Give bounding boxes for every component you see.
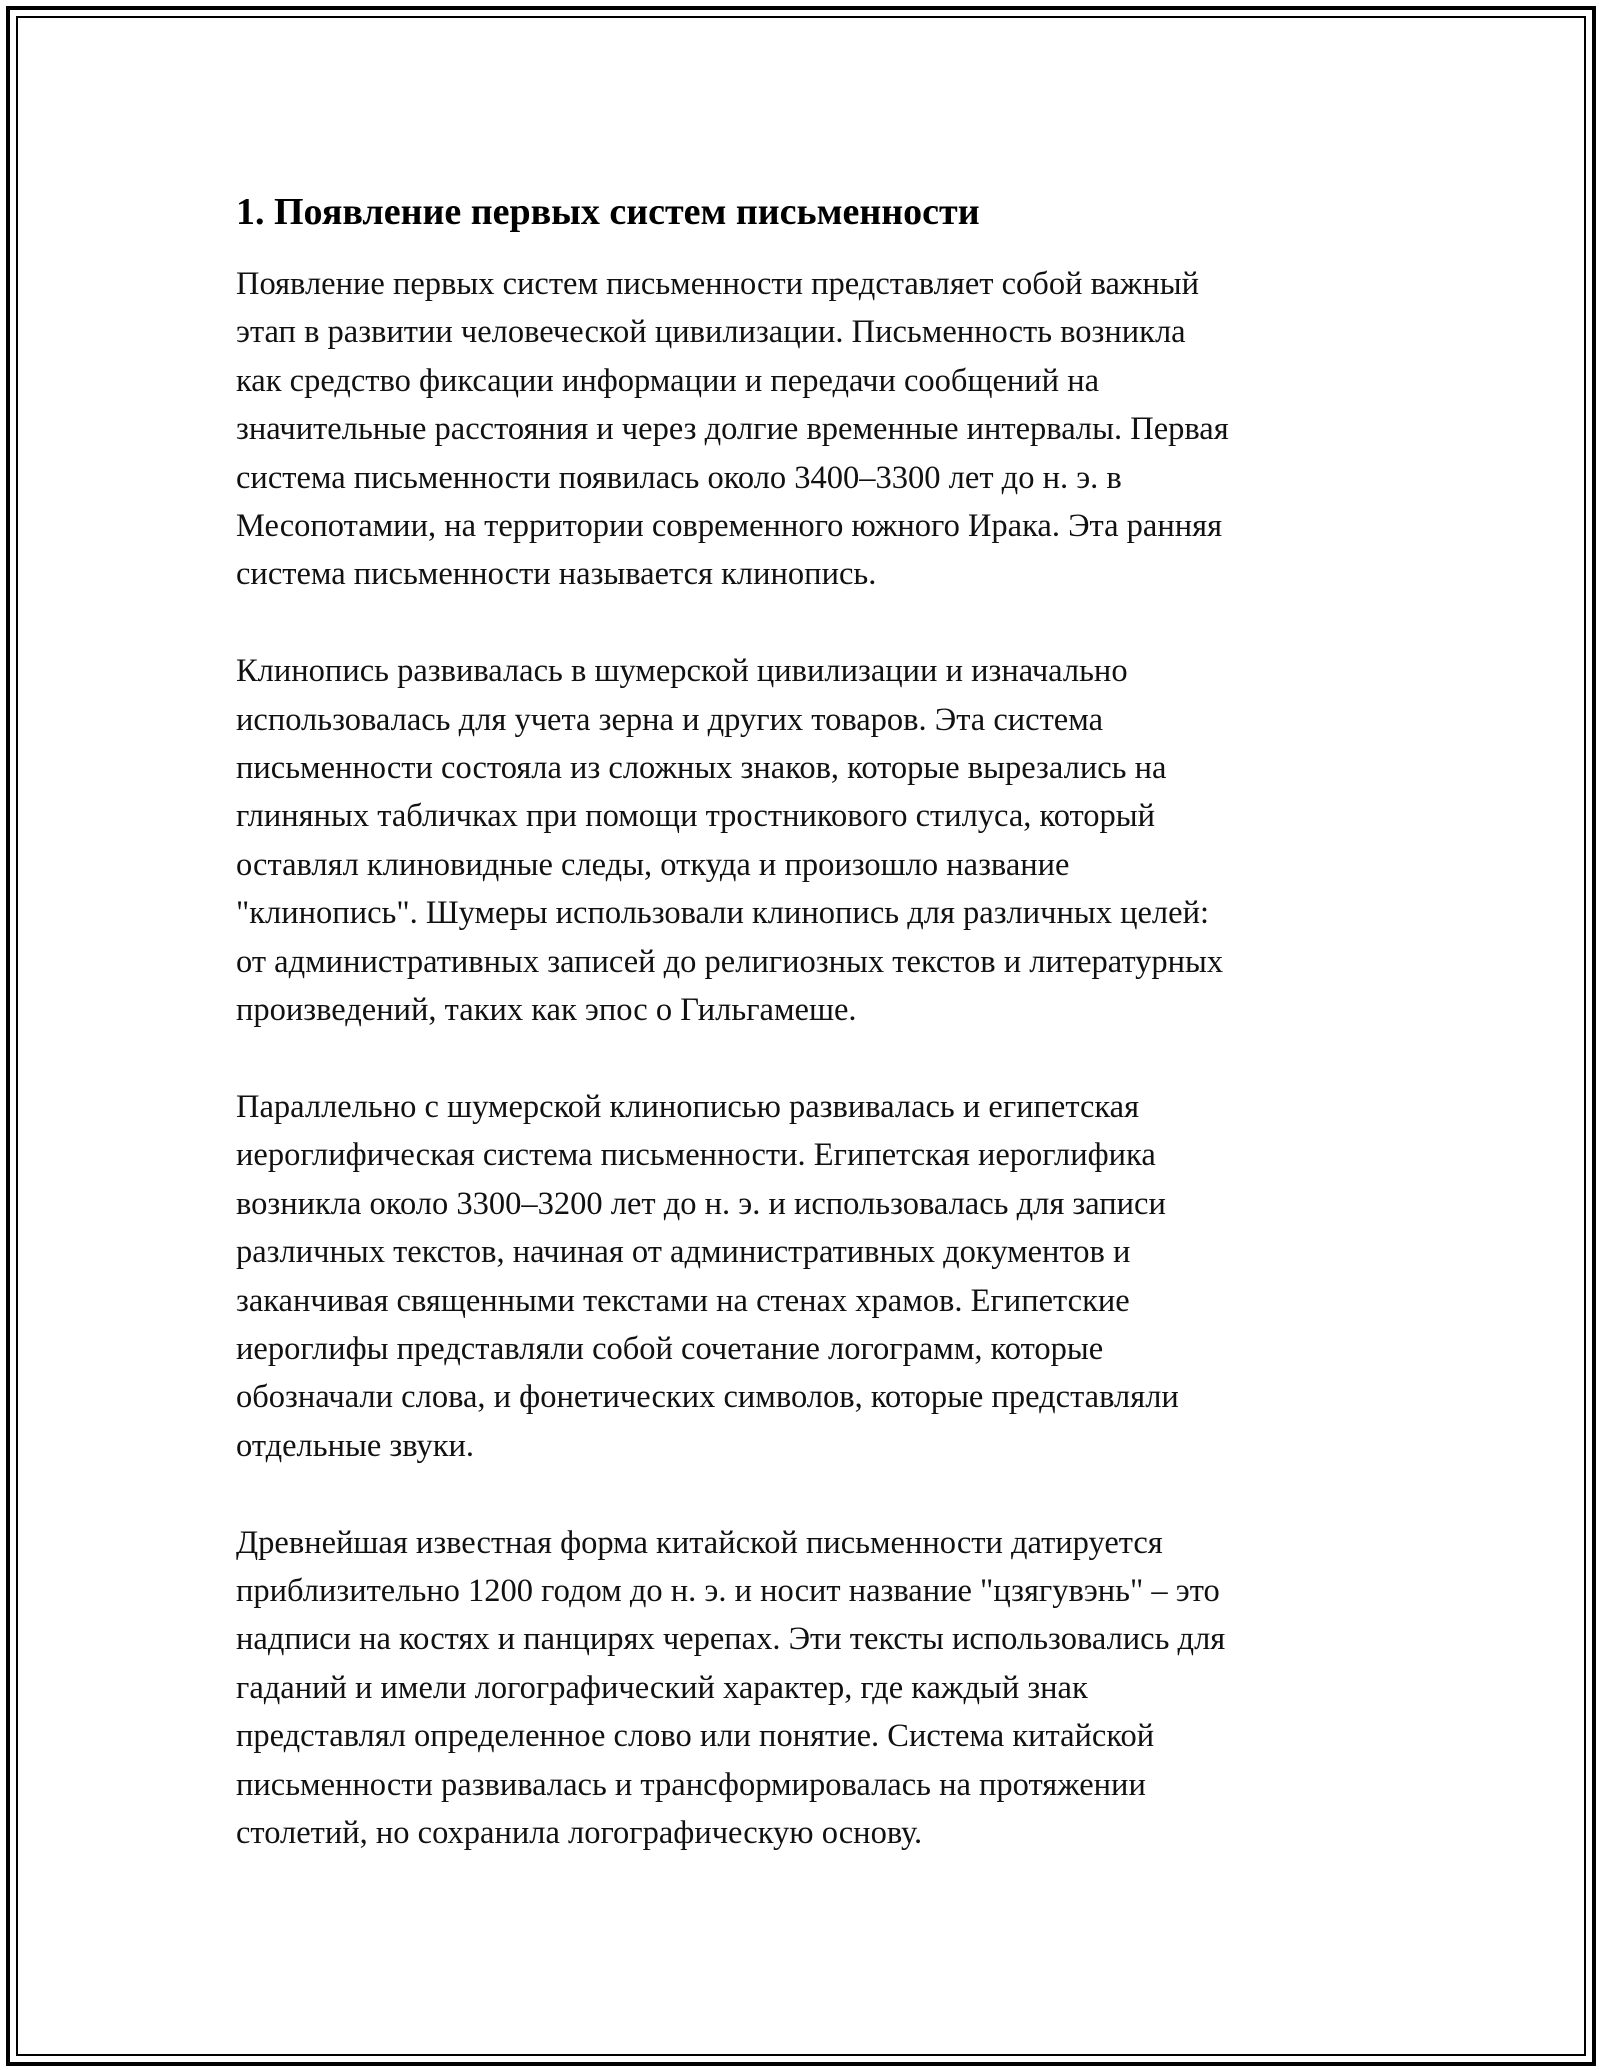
- text-line: приблизительно 1200 годом до н. э. и носит название "цзягувэнь" – это: [236, 1572, 1220, 1609]
- text-line: этап в развитии человеческой цивилизации. Письменность возникла: [236, 314, 1186, 351]
- text-line: надписи на костях и панцирях черепах. Эти тексты использовались для: [236, 1621, 1226, 1658]
- text-line: глиняных табличках при помощи тростникового стилуса, который: [236, 798, 1156, 835]
- text-line: от административных записей до религиозных текстов и литературных: [236, 943, 1224, 980]
- text-line: письменности состояла из сложных знаков, которые вырезались на: [236, 750, 1167, 787]
- text-line: гаданий и имели логографический характер, где каждый знак: [236, 1669, 1088, 1706]
- text-line: использовалась для учета зерна и других товаров. Эта система: [236, 701, 1103, 738]
- text-line: Древнейшая известная форма китайской письменности датируется: [236, 1524, 1163, 1561]
- text-line: письменности развивалась и трансформировалась на протяжении: [236, 1766, 1146, 1803]
- text-line: иероглифы представляли собой сочетание логограмм, которые: [236, 1330, 1104, 1367]
- text-line: столетий, но сохранила логографическую основу.: [236, 1814, 923, 1851]
- text-line: заканчивая священными текстами на стенах храмов. Египетские: [236, 1282, 1130, 1319]
- paragraph-egyptian-hieroglyphs: [236, 1083, 1366, 1470]
- text-line: система письменности называется клинопись.: [236, 556, 877, 593]
- text-line: "клинопись". Шумеры использовали клинопись для различных целей:: [236, 895, 1209, 932]
- text-line: различных текстов, начиная от административных документов и: [236, 1234, 1131, 1271]
- text-line: Клинопись развивалась в шумерской цивилизации и изначально: [236, 653, 1128, 690]
- text-line: Параллельно с шумерской клинописью развивалась и египетская: [236, 1088, 1140, 1125]
- paragraph-sumerian-cuneiform: [236, 647, 1366, 1034]
- text-line: система письменности появилась около 3400–3300 лет до н. э. в: [236, 459, 1122, 496]
- text-line: представлял определенное слово или понятие. Система китайской: [236, 1718, 1155, 1755]
- document-title: 1. Появление первых систем письменности: [236, 191, 980, 233]
- text-line: возникла около 3300–3200 лет до н. э. и использовалась для записи: [236, 1185, 1166, 1222]
- paragraph-chinese-writing: [236, 1519, 1366, 1858]
- text-line: произведений, таких как эпос о Гильгамеше.: [236, 992, 857, 1029]
- document-body: [236, 188, 1366, 1906]
- text-line: обозначали слова, и фонетических символов, которые представляли: [236, 1379, 1179, 1416]
- text-line: отдельные звуки.: [236, 1427, 475, 1464]
- text-line: оставлял клиновидные следы, откуда и произошло название: [236, 846, 1070, 883]
- text-line: Месопотамии, на территории современного южного Ирака. Эта ранняя: [236, 508, 1223, 545]
- paragraph-cuneiform-origin: [236, 260, 1366, 599]
- text-line: значительные расстояния и через долгие временные интервалы. Первая: [236, 411, 1229, 448]
- text-line: Появление первых систем письменности представляет собой важный: [236, 266, 1200, 302]
- text-line: иероглифическая система письменности. Египетская иероглифика: [236, 1137, 1156, 1174]
- text-line: как средство фиксации информации и передачи сообщений на: [236, 362, 1100, 399]
